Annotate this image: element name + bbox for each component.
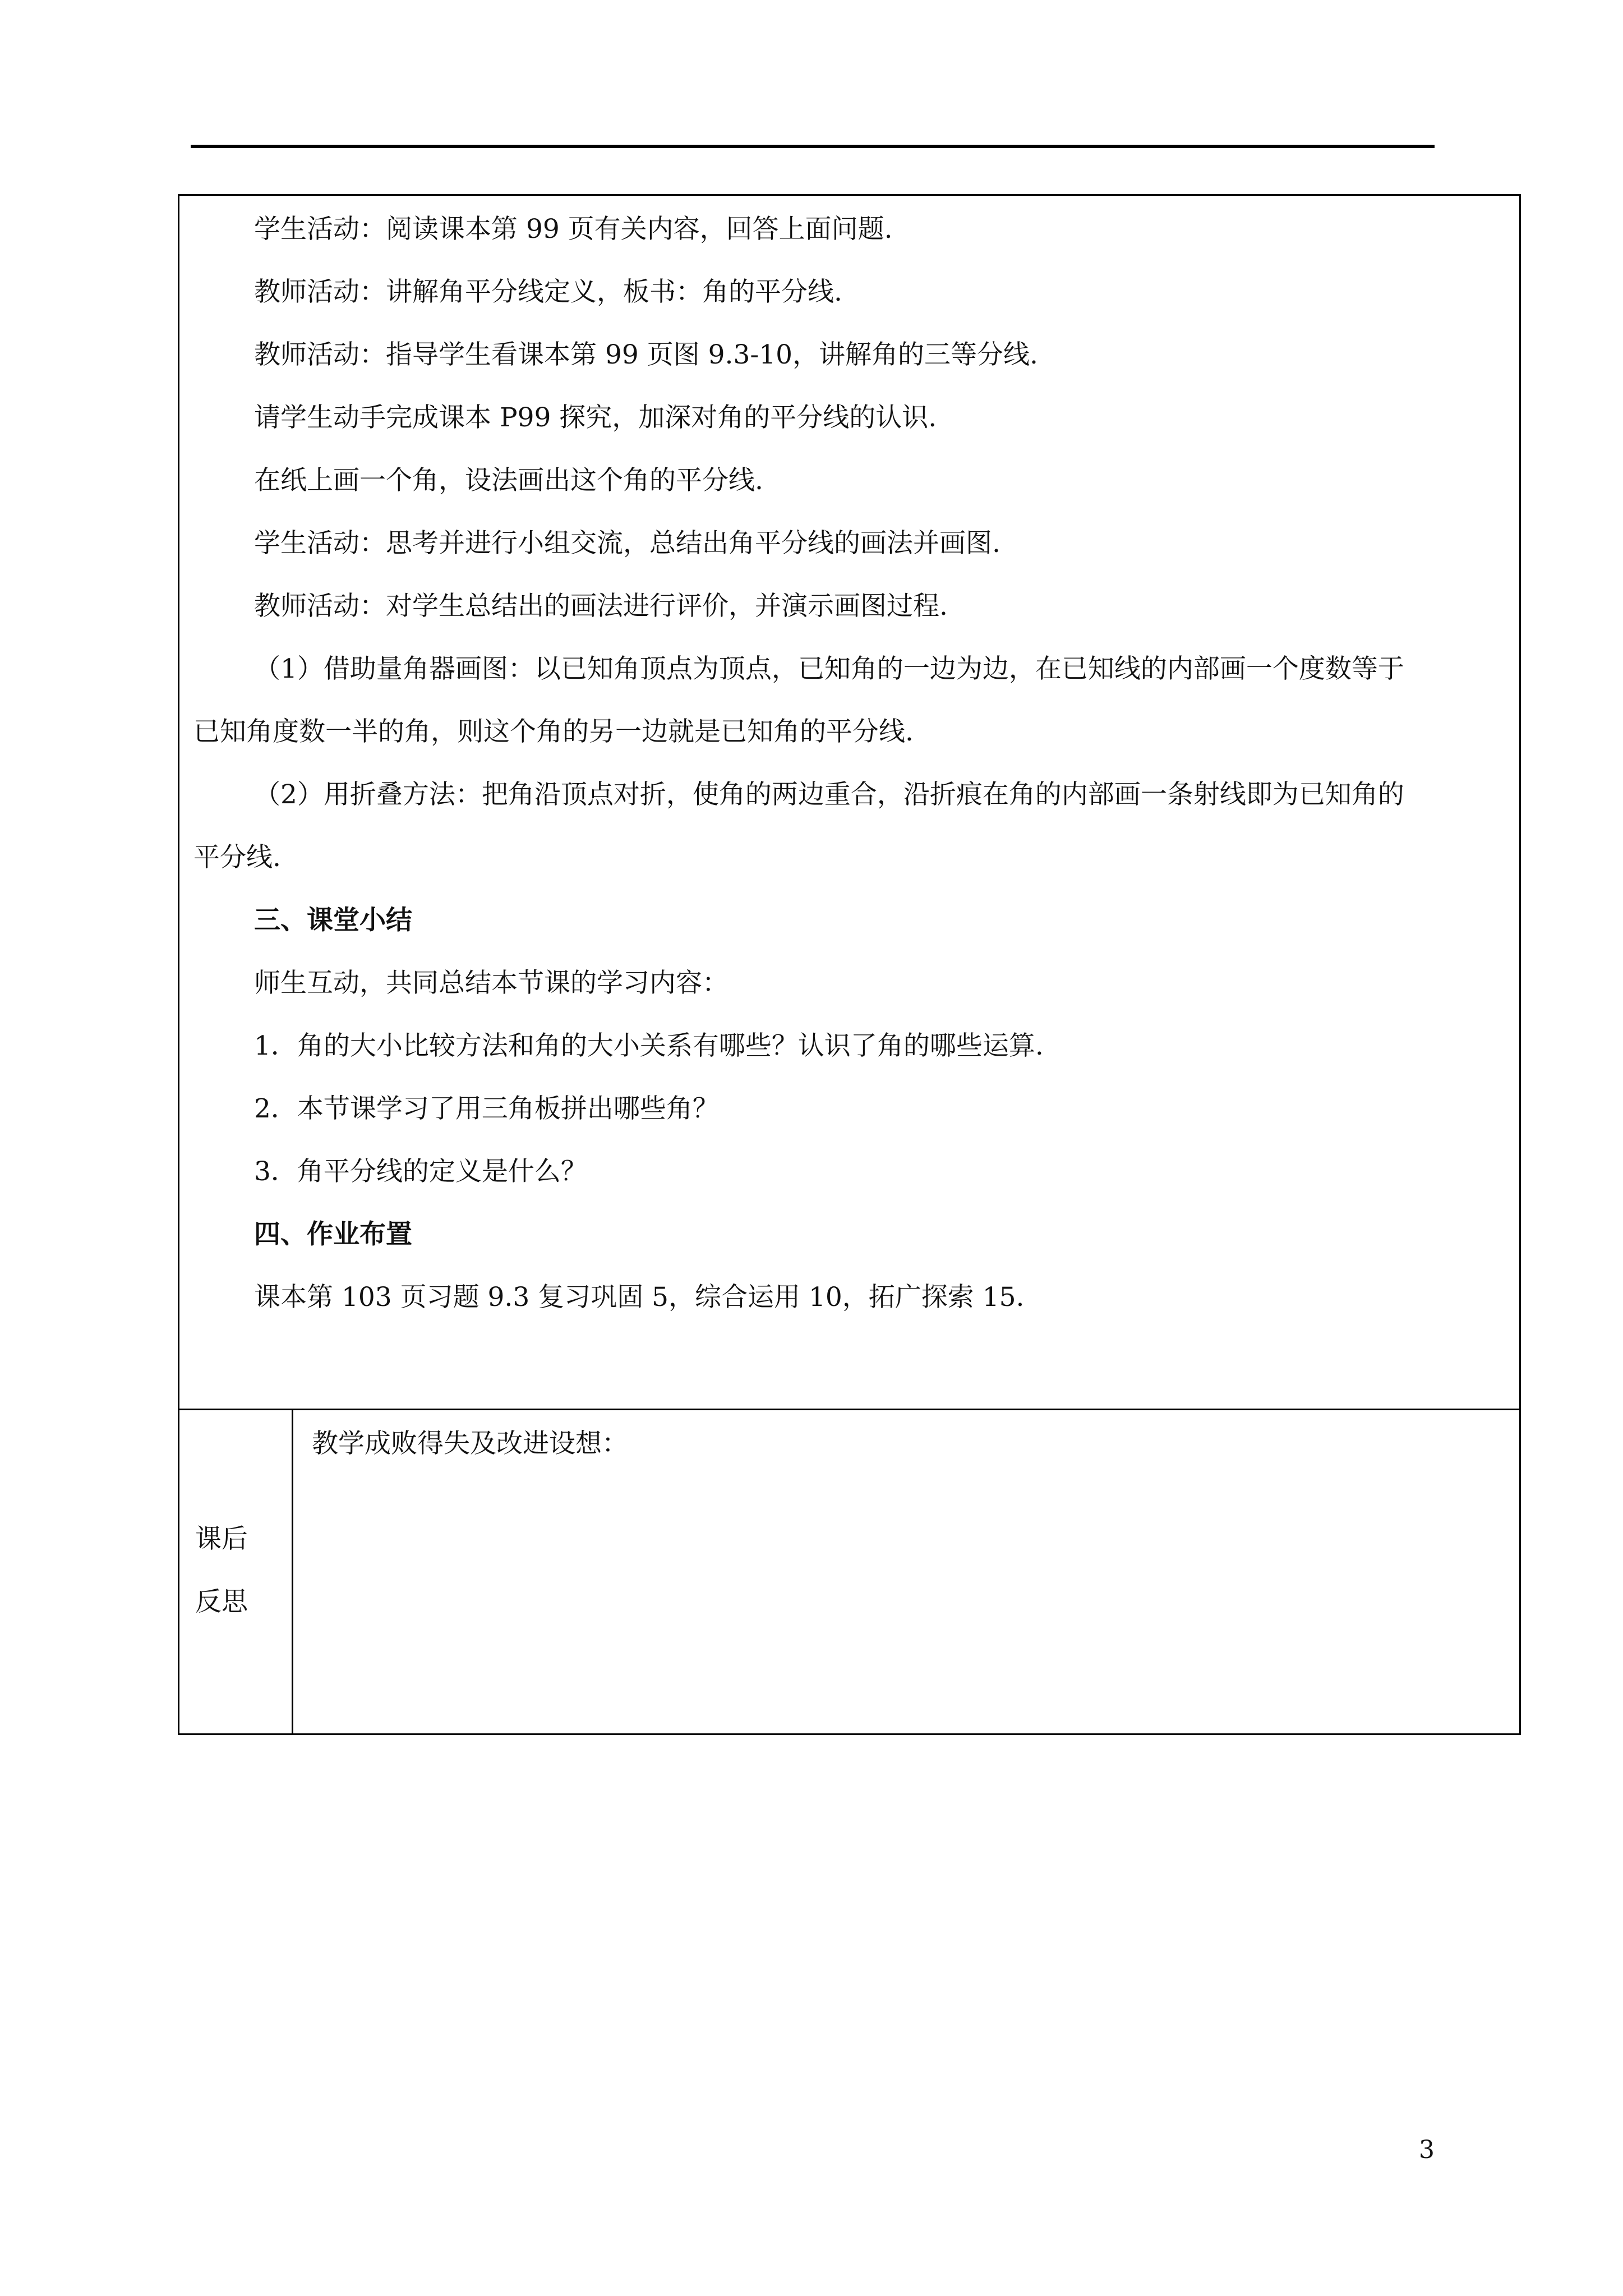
reflection-content-cell xyxy=(293,1410,1519,1733)
content-line: （1）借助量角器画图：以已知角顶点为顶点，已知角的一边为边，在已知线的内部画一个度数等于 xyxy=(254,654,1404,684)
reflection-label-cell xyxy=(179,1410,293,1733)
content-line: 师生互动，共同总结本节课的学习内容： xyxy=(254,968,728,999)
content-line: 请学生动手完成课本 P99 探究，加深对角的平分线的认识. xyxy=(254,402,937,433)
content-line: 教师活动：对学生总结出的画法进行评价，并演示画图过程. xyxy=(254,591,948,622)
section-heading-homework: 四、作业布置 xyxy=(254,1219,412,1250)
content-line: 已知角度数一半的角，则这个角的另一边就是已知角的平分线. xyxy=(193,716,914,747)
content-line: 平分线. xyxy=(193,842,281,873)
content-line: 学生活动：思考并进行小组交流，总结出角平分线的画法并画图. xyxy=(254,528,1000,559)
content-line: 3．角平分线的定义是什么？ xyxy=(254,1156,587,1187)
reflection-label-line: 课后 xyxy=(195,1524,248,1554)
content-line: （2）用折叠方法：把角沿顶点对折，使角的两边重合，沿折痕在角的内部画一条射线即为已知角的 xyxy=(254,779,1404,810)
header-rule xyxy=(191,145,1435,148)
reflection-label-line: 反思 xyxy=(195,1586,248,1617)
content-line: 教师活动：讲解角平分线定义，板书：角的平分线. xyxy=(254,277,842,307)
page-number: 3 xyxy=(1419,2136,1435,2164)
content-line: 2．本节课学习了用三角板拼出哪些角？ xyxy=(254,1093,719,1124)
content-line: 1．角的大小比较方法和角的大小关系有哪些？认识了角的哪些运算. xyxy=(254,1030,1044,1061)
teaching-process-cell xyxy=(179,196,1519,1410)
content-line: 课本第 103 页习题 9.3 复习巩固 5，综合运用 10，拓广探索 15. xyxy=(254,1282,1025,1313)
content-line: 教师活动：指导学生看课本第 99 页图 9.3-10，讲解角的三等分线. xyxy=(254,339,1038,370)
content-line: 在纸上画一个角，设法画出这个角的平分线. xyxy=(254,465,763,496)
section-heading-summary: 三、课堂小结 xyxy=(254,905,412,936)
content-line: 学生活动：阅读课本第 99 页有关内容，回答上面问题. xyxy=(254,214,893,245)
lesson-table xyxy=(178,194,1521,1735)
reflection-prompt: 教学成败得失及改进设想： xyxy=(312,1428,628,1459)
